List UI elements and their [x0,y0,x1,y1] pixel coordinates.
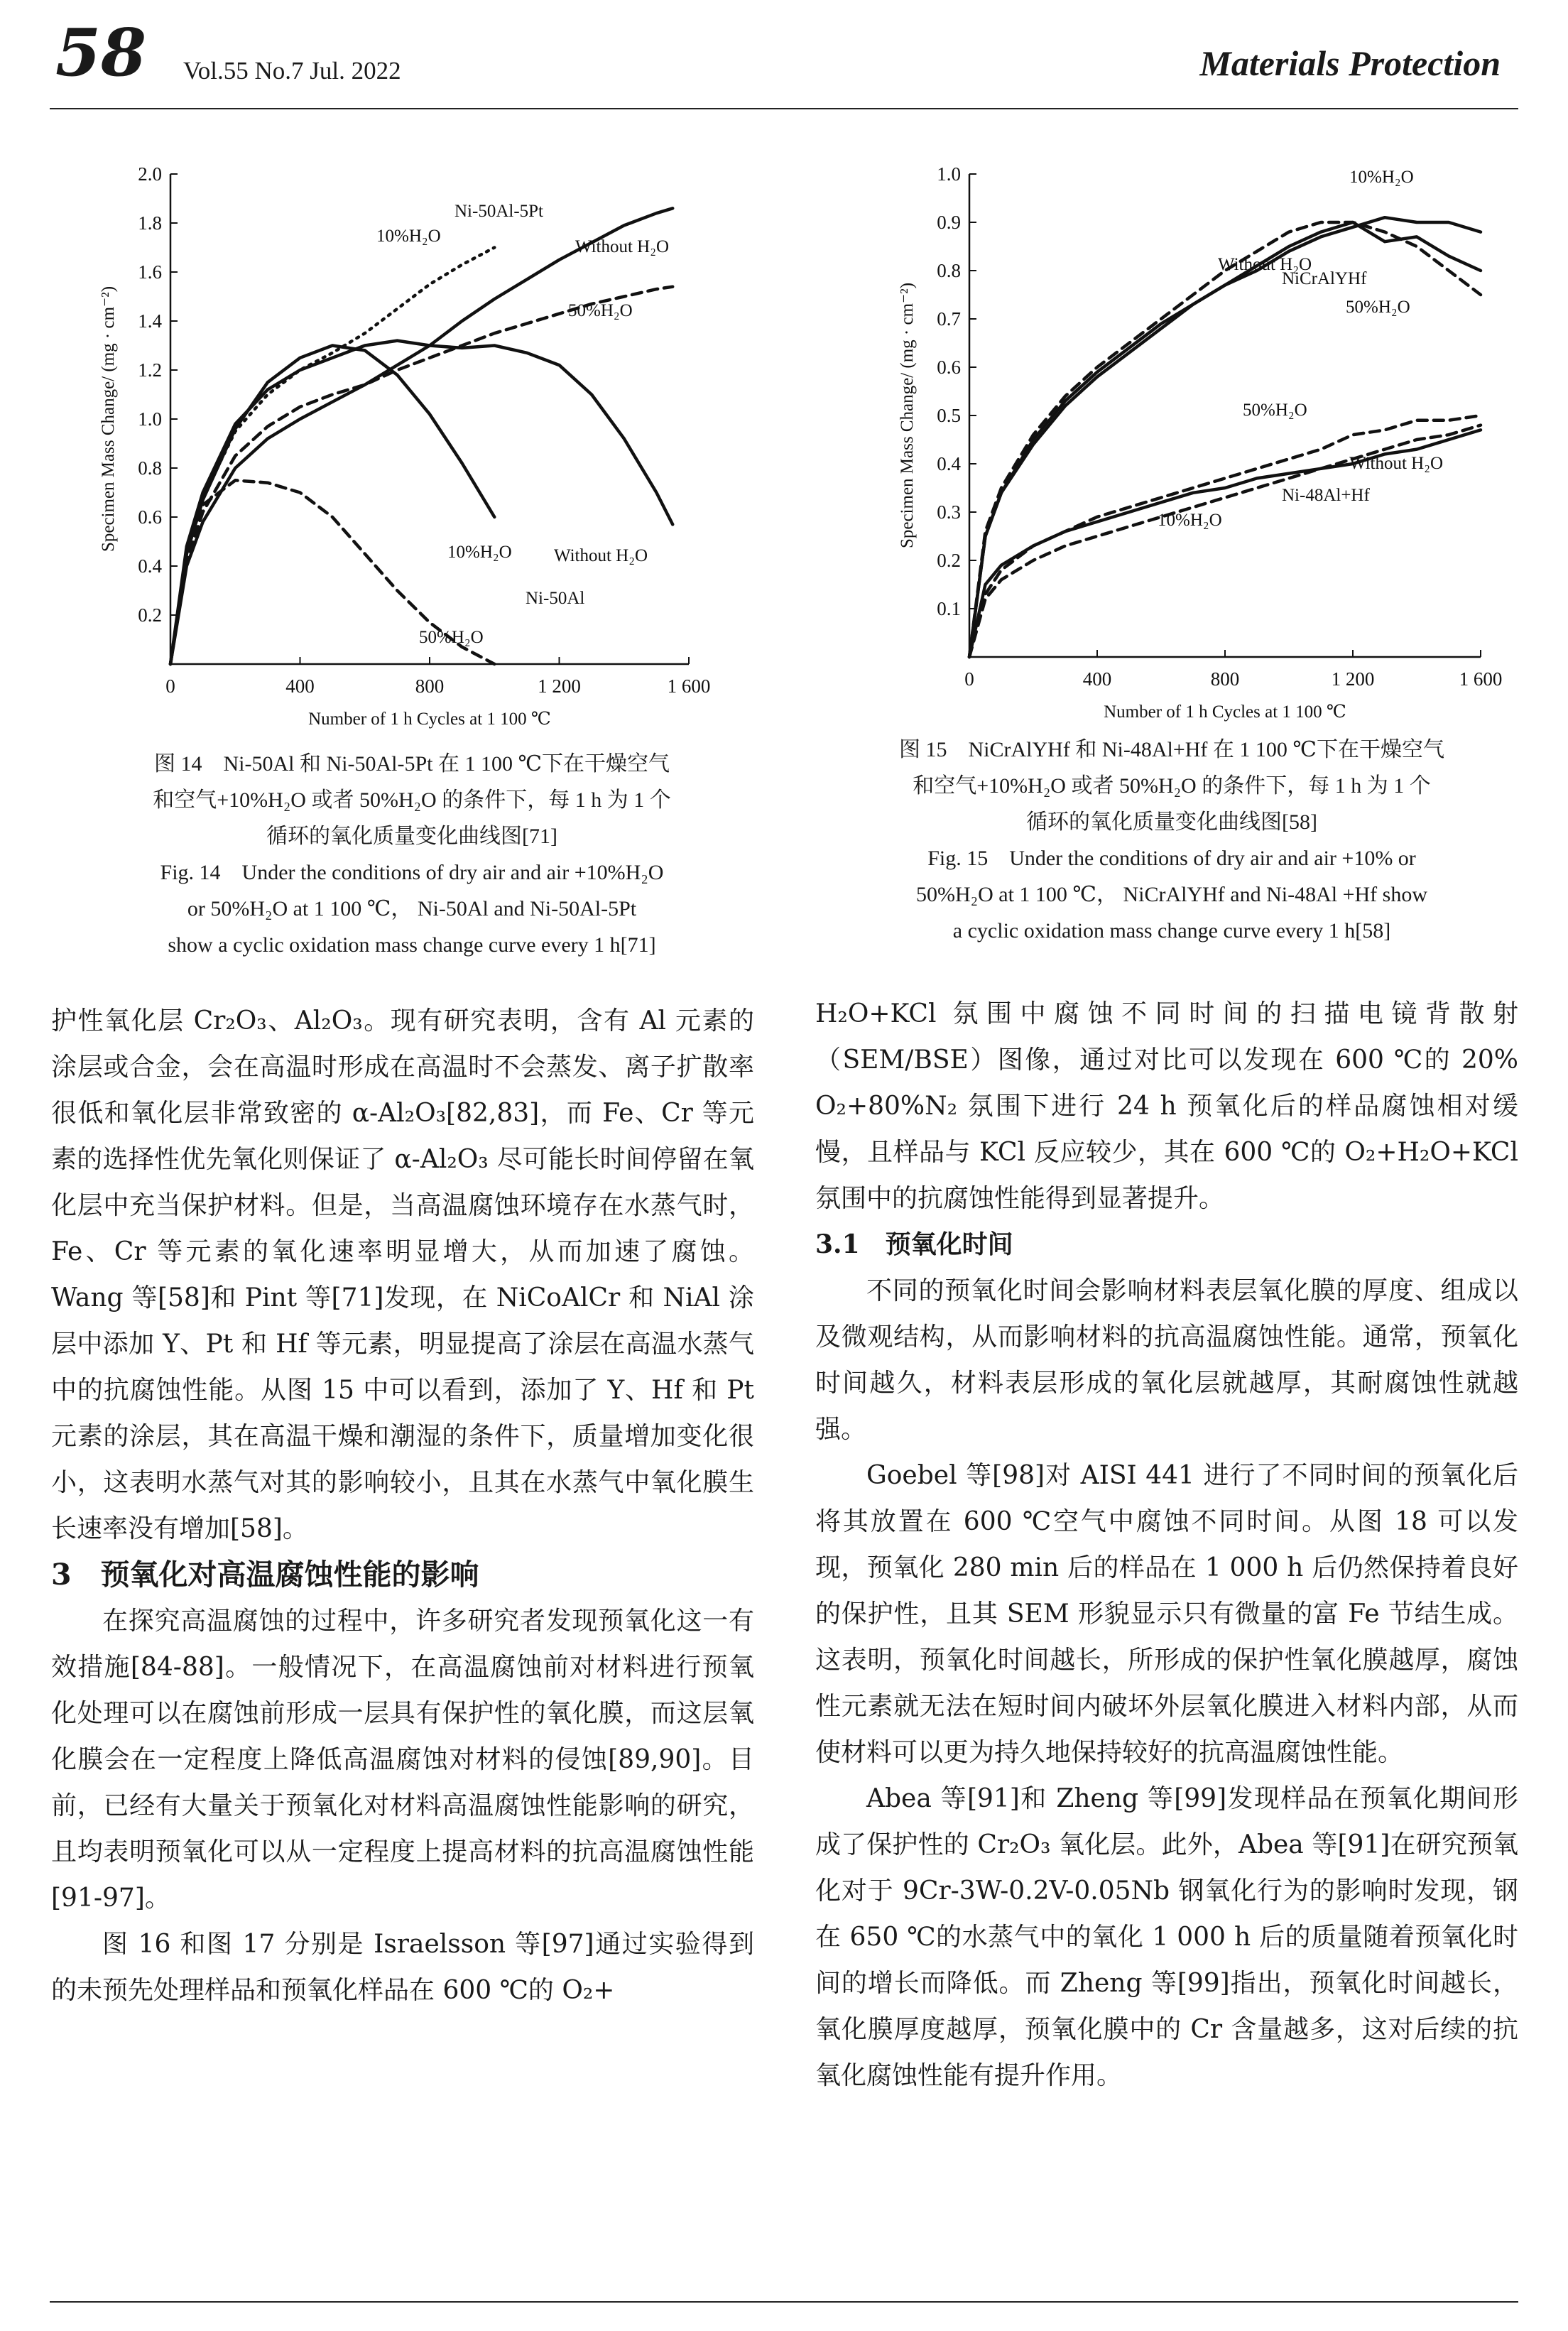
x-axis-label: Number of 1 h Cycles at 1 100 ℃ [1104,702,1346,722]
header-rule [50,108,1518,109]
y-tick-label: 0.9 [937,212,961,233]
caption-line: or 50%H₂O at 1 100 ℃， Ni-50Al and Ni-50Al-5Pt [187,897,637,920]
y-tick-label: 0.3 [937,501,961,523]
caption-line: 图 14 Ni-50Al 和 Ni-50Al-5Pt 在 1 100 ℃下在干燥空气 [153,752,670,776]
paragraph: 不同的预氧化时间会影响材料表层氧化膜的厚度、组成以及微观结构，从而影响材料的抗高温腐蚀性能。通常，预氧化时间越久，材料表层形成的氧化层就越厚，其耐腐蚀性就越强。 [815,1276,1518,1444]
x-tick-label: 0 [165,675,175,697]
x-tick-label: 0 [964,668,974,690]
y-tick-label: 0.4 [937,453,961,474]
y-tick-label: 1.2 [138,359,162,381]
caption-line: Fig. 15 Under the conditions of dry air and air +10% or [927,847,1416,870]
figure-14-chart [85,153,724,742]
curve-label: Without H₂O [554,546,648,565]
paragraph: Abea 等[91]和 Zheng 等[99]发现样品在预氧化期间形成了保护性的 Cr₂O₃ 氧化层。此外，Abea 等[91]在研究预氧化对于 9Cr-3W-0.2V-0.05Nb 钢氧化行为的影响时发现，钢在 650 ℃的水蒸气中的氧化 1 000 h 后的质量随着预氧化时间的增长而降低。而 Zheng 等[99]指出，预氧化时间越长，氧化膜厚度越厚，预氧化膜中的 Cr 含量越多，这对后续的抗氧化腐蚀性能有提升作用。 [815,1784,1518,2090]
paragraph: H₂O+KCl 氛围中腐蚀不同时间的扫描电镜背散射（SEM/BSE）图像，通过对比可以发现在 600 ℃的 20% O₂+80%N₂ 氛围下进行 24 h 预氧化后的样品腐蚀相对缓慢，且样品与 KCl 反应较少，其在 600 ℃的 O₂+H₂O+KCl 氛围中的抗腐蚀性能得到显著提升。 [815,999,1518,1213]
y-tick-label: 0.6 [937,357,961,378]
curve-label: 50%H₂O [568,301,633,320]
caption-line: 图 15 NiCrAlYHf 和 Ni-48Al+Hf 在 1 100 ℃下在干燥空气 [899,738,1444,761]
curve-label: 50%H₂O [419,628,484,647]
y-tick-label: 1.8 [138,212,162,234]
page-number: 58 [55,14,147,91]
curve-label: 50%H₂O [1243,401,1307,420]
y-tick-label: 0.6 [138,506,162,528]
x-tick-label: 400 [285,675,315,697]
curve-label: 10%H₂O [1349,168,1414,187]
curve-label: Ni-50Al [526,589,585,608]
curve-label: NiCrAlYHf [1282,269,1367,288]
y-tick-label: 0.7 [937,308,961,330]
y-tick-label: 0.4 [138,555,162,577]
y-tick-label: 1.0 [937,163,961,185]
right-column [815,991,1518,2099]
curve-label: Without H₂O [1349,454,1444,473]
curve-label: Ni-50Al-5Pt [454,202,543,221]
volume-info: Vol.55 No.7 Jul. 2022 [183,57,401,85]
y-tick-label: 2.0 [138,163,162,185]
x-tick-label: 1 600 [667,675,711,697]
x-tick-label: 1 600 [1459,668,1503,690]
caption-line: Fig. 14 Under the conditions of dry air and air +10%H₂O [160,861,664,884]
series-line [170,208,673,664]
y-tick-label: 1.4 [138,310,162,332]
x-axis-label: Number of 1 h Cycles at 1 100 ℃ [308,710,551,729]
x-tick-label: 1 200 [538,675,581,697]
y-tick-label: 0.8 [937,260,961,281]
figure-15-chart [888,153,1527,735]
paragraph: 护性氧化层 Cr₂O₃、Al₂O₃。现有研究表明，含有 Al 元素的涂层或合金，会在高温时形成在高温时不会蒸发、离子扩散率很低和氧化层非常致密的 α-Al₂O₃[82,83]，而 Fe、Cr 等元素的选择性优先氧化则保证了 α-Al₂O₃ 尽可能长时间停留在氧化层中充当保护材料。但是，当高温腐蚀环境存在水蒸气时，Fe、Cr 等元素的氧化速率明显增大，从而加速了腐蚀。Wang 等[58]和 Pint 等[71]发现，在 NiCoAlCr 和 NiAl 涂层中添加 Y、Pt 和 Hf 等元素，明显提高了涂层在高温水蒸气中的抗腐蚀性能。从图 15 中可以看到，添加了 Y、Hf 和 Pt 元素的涂层，其在高温干燥和潮湿的条件下，质量增加变化很小，这表明水蒸气对其的影响较小，且其在水蒸气中氧化膜生长速率没有增加[58]。 [51,1006,754,1543]
footer-rule [50,2301,1518,2303]
figure-15 [888,153,1527,735]
curve-label: Without H₂O [575,237,670,256]
curve-label: 10%H₂O [376,227,441,246]
curve-label: Ni-48Al+Hf [1282,486,1370,505]
caption-line: 和空气+10%H₂O 或者 50%H₂O 的条件下，每 1 h 为 1 个 [153,788,671,812]
caption-line: 循环的氧化质量变化曲线图[71] [266,825,557,848]
series-line [969,222,1481,657]
caption-line: show a cyclic oxidation mass change curve every 1 h[71] [168,933,656,957]
subsection-heading: 3.1 预氧化时间 [815,1229,1013,1259]
x-tick-label: 800 [1210,668,1240,690]
y-tick-label: 1.6 [138,261,162,283]
caption-line: 和空气+10%H₂O 或者 50%H₂O 的条件下，每 1 h 为 1 个 [913,774,1431,798]
paragraph: 在探究高温腐蚀的过程中，许多研究者发现预氧化这一有效措施[84-88]。一般情况下，在高温腐蚀前对材料进行预氧化处理可以在腐蚀前形成一层具有保护性的氧化膜，而这层氧化膜会在一定程度上降低高温腐蚀对材料的侵蚀[89,90]。目前，已经有大量关于预氧化对材料高温腐蚀性能影响的研究，且均表明预氧化可以从一定程度上提高材料的抗高温腐蚀性能[91-97]。 [51,1607,754,1913]
curve-label: 50%H₂O [1346,298,1410,317]
series-line [969,222,1481,657]
page-header [0,0,1568,107]
y-tick-label: 0.5 [937,405,961,426]
x-tick-label: 400 [1082,668,1112,690]
figure-14 [85,153,724,742]
y-tick-label: 0.2 [937,550,961,571]
curve-label: 10%H₂O [447,543,512,562]
y-tick-label: 1.0 [138,408,162,430]
paragraph: 图 16 和图 17 分别是 Israelsson 等[97]通过实验得到的未预先处理样品和预氧化样品在 600 ℃的 O₂+ [51,1930,754,2005]
y-tick-label: 0.1 [937,598,961,619]
y-tick-label: 0.2 [138,604,162,626]
curve-label: Without H₂O [1218,255,1312,274]
caption-line: 50%H₂O at 1 100 ℃， NiCrAlYHf and Ni-48Al +Hf show [915,883,1428,906]
y-tick-label: 0.8 [138,457,162,479]
y-axis-label: Specimen Mass Change/ (mg · cm⁻²) [99,286,118,553]
y-axis-label: Specimen Mass Change/ (mg · cm⁻²) [898,282,917,549]
left-column [51,998,754,2014]
x-tick-label: 1 200 [1331,668,1375,690]
journal-name: Materials Protection [1199,43,1501,83]
caption-line: 循环的氧化质量变化曲线图[58] [1026,810,1317,834]
x-tick-label: 800 [415,675,445,697]
figure-14-caption [50,746,774,963]
curve-label: 10%H₂O [1158,511,1222,530]
section-heading: 3 预氧化对高温腐蚀性能的影响 [51,1558,479,1592]
caption-line: a cyclic oxidation mass change curve every 1 h[58] [952,919,1391,942]
paragraph: Goebel 等[98]对 AISI 441 进行了不同时间的预氧化后将其放置在 600 ℃空气中腐蚀不同时间。从图 18 可以发现，预氧化 280 min 后的样品在 1 000 h 后仍然保持着良好的保护性，且其 SEM 形貌显示只有微量的富 Fe 节结生成。这表明，预氧化时间越长，所形成的保护性氧化膜越厚，腐蚀性元素就无法在短时间内破坏外层氧化膜进入材料内部，从而使材料可以更为持久地保持较好的抗高温腐蚀性能。 [815,1461,1518,1767]
figure-15-caption [817,732,1527,949]
